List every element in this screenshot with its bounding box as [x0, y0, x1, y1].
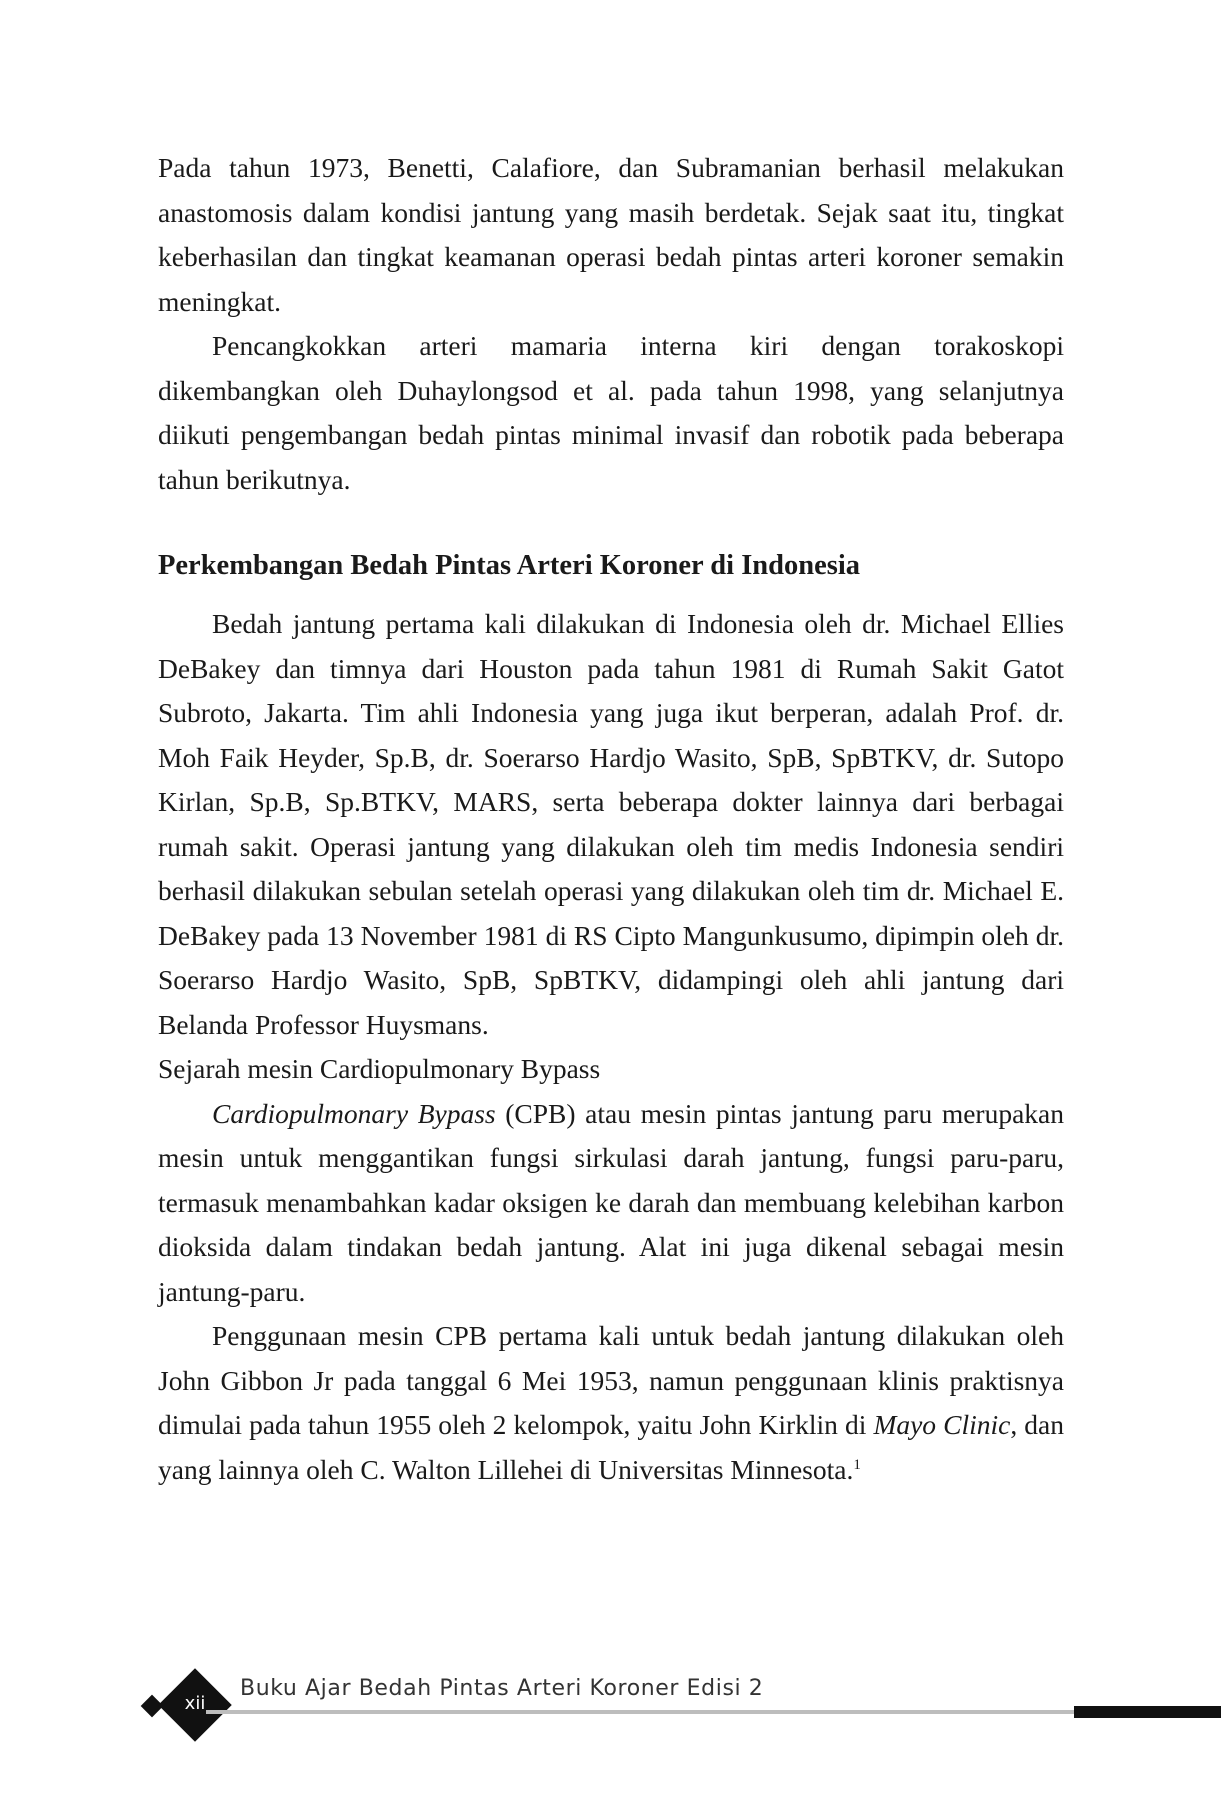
footer-rule-thick	[1074, 1706, 1221, 1718]
mayo-clinic-term: Mayo Clinic	[873, 1409, 1011, 1440]
section-heading: Perkembangan Bedah Pintas Arteri Koroner di Indonesia	[158, 550, 860, 581]
page-body	[158, 146, 1064, 1492]
paragraph-4	[158, 1092, 1064, 1315]
paragraph-1: Pada tahun 1973, Benetti, Calafiore, dan Subramanian berhasil melakukan anastomosis dalam kondisi jantung yang masih berdetak. Sejak saat itu, tingkat keberhasilan dan tingkat keamanan operasi bedah pintas arteri koroner semakin meningkat.	[158, 152, 1064, 317]
page-footer	[0, 1670, 1221, 1750]
running-title: Buku Ajar Bedah Pintas Arteri Koroner Edisi 2	[240, 1676, 764, 1701]
paragraph-5	[158, 1314, 1064, 1492]
paragraph-4-text: (CPB) atau mesin pintas jantung paru merupakan mesin untuk menggantikan fungsi sirkulasi darah jantung, fungsi paru-paru, termasuk menambahkan kadar oksigen ke darah dan membuang kelebihan karbon dioksida dalam tindakan bedah jantung. Alat ini juga dikenal sebagai mesin jantung-paru.	[158, 1097, 1064, 1307]
cpb-term: Cardiopulmonary Bypass	[212, 1097, 496, 1129]
footer-rule	[206, 1710, 1074, 1714]
paragraph-3-tail: Sejarah mesin Cardiopulmonary Bypass	[158, 1053, 601, 1084]
paragraph-5-text-a: Penggunaan mesin CPB pertama kali untuk bedah jantung dilakukan oleh John Gibbon Jr pada tanggal 6 Mei 1953, namun penggunaan klinis praktisnya dimulai pada tahun 1955 oleh 2 kelompok, yaitu John Kirklin di	[158, 1320, 1064, 1440]
page-number: xii	[184, 1693, 206, 1714]
footnote-ref: 1	[853, 1456, 861, 1473]
paragraph-3: Bedah jantung pertama kali dilakukan di Indonesia oleh dr. Michael Ellies DeBakey dan timnya dari Houston pada tahun 1981 di Rumah Sakit Gatot Subroto, Jakarta. Tim ahli Indonesia yang juga ikut berperan, adalah Prof. dr. Moh Faik Heyder, Sp.B, dr. Soerarso Hardjo Wasito, SpB, SpBTKV, dr. Sutopo Kirlan, Sp.B, Sp.BTKV, MARS, serta beberapa dokter lainnya dari berbagai rumah sakit. Operasi jantung yang dilakukan oleh tim medis Indonesia sendiri berhasil dilakukan sebulan setelah operasi yang dilakukan oleh tim dr. Michael E. DeBakey pada 13 November 1981 di RS Cipto Mangunkusumo, dipimpin oleh dr. Soerarso Hardjo Wasito, SpB, SpBTKV, didampingi oleh ahli jantung dari Belanda Professor Huysmans.	[158, 608, 1064, 1040]
paragraph-2: Pencangkokkan arteri mamaria interna kiri dengan torakoskopi dikembangkan oleh Duhaylongsod et al. pada tahun 1998, yang selanjutnya diikuti pengembangan bedah pintas minimal invasif dan robotik pada beberapa tahun berikutnya.	[158, 330, 1064, 495]
paragraph-5-text-b: , dan yang lainnya oleh C. Walton Lillehei di Universitas Minnesota.	[158, 1409, 1064, 1485]
